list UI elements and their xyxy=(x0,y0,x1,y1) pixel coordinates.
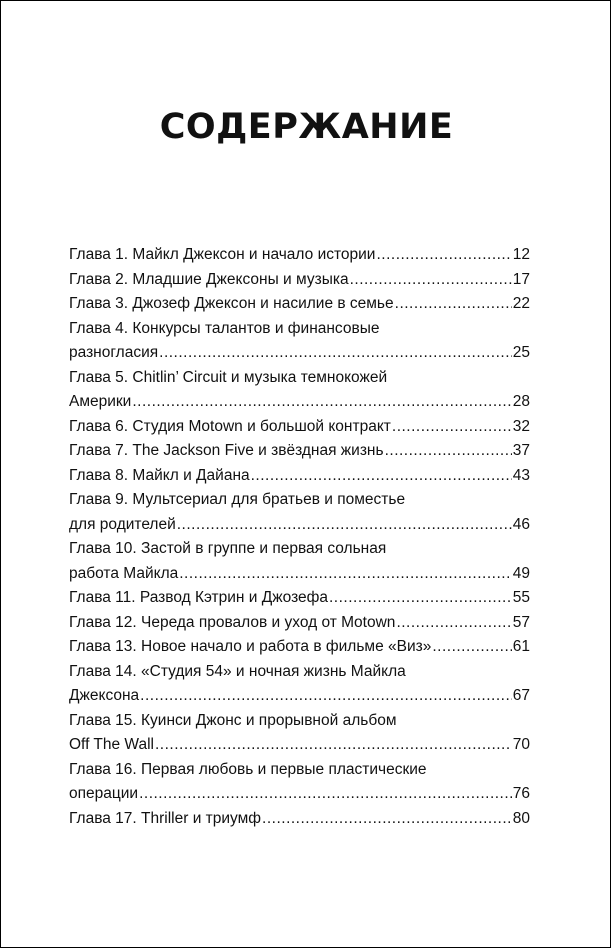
toc-entry-title: Off The Wall xyxy=(69,736,154,753)
toc-entry-chapter-4 xyxy=(69,317,530,366)
toc-entry-chapter-5 xyxy=(69,366,530,415)
toc-entry-chapter-13 xyxy=(69,635,530,660)
toc-entry-line xyxy=(69,513,530,538)
toc-entry-title: Глава 12. Череда провалов и уход от Motown xyxy=(69,613,396,631)
toc-entry-line xyxy=(69,611,530,636)
toc-entry-title: Глава 10. Застой в группе и первая сольная xyxy=(69,540,387,557)
dot-leader xyxy=(329,586,512,611)
toc-entry-title: разногласия xyxy=(69,344,159,361)
toc-entry-title: Глава 1. Майкл Джексон и начало истории xyxy=(69,246,376,263)
toc-entry-title: Глава 15. Куинси Джонс и прорывной альбом xyxy=(69,711,397,729)
page-title: СОДЕРЖАНИЕ xyxy=(159,107,454,147)
toc-entry-title: Глава 9. Мультсериал для братьев и поместье xyxy=(69,491,406,508)
dot-leader xyxy=(432,635,511,660)
toc-entry-line xyxy=(69,807,530,832)
toc-entry-title: Глава 5. Chitlin’ Circuit и музыка темнокожей xyxy=(69,368,388,386)
toc-entry-line xyxy=(69,684,530,709)
dot-leader xyxy=(350,268,512,293)
dot-leader xyxy=(140,684,512,709)
toc-entry-title: Глава 8. Майкл и Дайана xyxy=(69,466,250,484)
toc-entry-chapter-12 xyxy=(69,611,530,636)
toc-entry-page-number: 67 xyxy=(512,687,530,704)
toc-entry-line xyxy=(69,390,530,415)
toc-entry-page-number: 12 xyxy=(512,246,530,263)
dot-leader xyxy=(179,562,512,587)
toc-entry-page-number: 22 xyxy=(512,295,530,312)
toc-entry-page-number: 61 xyxy=(512,638,530,655)
toc-entry-title: Глава 17. Thriller и триумф xyxy=(69,809,262,827)
toc-entry-chapter-1 xyxy=(69,243,530,268)
dot-leader xyxy=(395,292,512,317)
dot-leader xyxy=(396,611,511,636)
toc-entry-line xyxy=(69,488,530,513)
toc-entry-title: Глава 14. «Студия 54» и ночная жизнь Майкла xyxy=(69,662,406,680)
toc-entry-title: Глава 13. Новое начало и работа в фильме «Виз» xyxy=(69,638,432,655)
toc-entry-chapter-2 xyxy=(69,268,530,293)
toc-entry-line xyxy=(69,758,530,783)
toc-entry-title: Глава 6. Студия Motown и большой контракт xyxy=(69,417,391,435)
toc-entry-line xyxy=(69,341,530,366)
toc-entry-chapter-10 xyxy=(69,537,530,586)
toc-entry-line xyxy=(69,464,530,489)
toc-entry-chapter-7 xyxy=(69,439,530,464)
toc-entry-chapter-9 xyxy=(69,488,530,537)
dot-leader xyxy=(132,390,511,415)
toc-entry-page-number: 80 xyxy=(512,809,530,827)
toc-entry-title: для родителей xyxy=(69,515,176,533)
toc-entry-page-number: 37 xyxy=(512,442,530,459)
toc-entry-title: Глава 16. Первая любовь и первые пластические xyxy=(69,760,427,778)
toc-entry-page-number: 32 xyxy=(512,417,530,435)
toc-entry-line xyxy=(69,268,530,293)
toc-entry-page-number: 76 xyxy=(512,785,530,802)
dot-leader xyxy=(155,733,512,758)
dot-leader xyxy=(376,243,511,268)
toc-entry-line xyxy=(69,562,530,587)
toc-entry-chapter-11 xyxy=(69,586,530,611)
dot-leader xyxy=(159,341,512,366)
toc-entry-page-number: 46 xyxy=(512,515,530,533)
toc-entry-line xyxy=(69,733,530,758)
toc-entry-title: Глава 3. Джозеф Джексон и насилие в семье xyxy=(69,295,394,312)
toc-entry-title: Америки xyxy=(69,393,132,410)
dot-leader xyxy=(392,415,512,440)
toc-entry-chapter-14 xyxy=(69,660,530,709)
toc-entry-title: операции xyxy=(69,785,139,802)
dot-leader xyxy=(177,513,512,538)
toc-entry-line xyxy=(69,586,530,611)
toc-entry-line xyxy=(69,366,530,391)
toc-entry-line xyxy=(69,317,530,342)
dot-leader xyxy=(262,807,512,832)
toc-entry-page-number: 17 xyxy=(512,270,530,288)
toc-entry-page-number: 57 xyxy=(512,613,530,631)
toc-entry-page-number: 49 xyxy=(512,564,530,582)
toc-entry-page-number: 25 xyxy=(512,344,530,361)
toc-entry-page-number: 70 xyxy=(512,736,530,753)
toc-entry-title: работа Майкла xyxy=(69,564,179,582)
toc-entry-chapter-17 xyxy=(69,807,530,832)
toc-entry-title: Джексона xyxy=(69,687,140,704)
toc-entry-line xyxy=(69,415,530,440)
dot-leader xyxy=(139,782,512,807)
toc-entry-chapter-3 xyxy=(69,292,530,317)
toc-entry-line xyxy=(69,635,530,660)
toc-entry-line xyxy=(69,537,530,562)
toc-entry-line xyxy=(69,782,530,807)
dot-leader xyxy=(251,464,512,489)
toc-entry-chapter-8 xyxy=(69,464,530,489)
toc-entry-chapter-15 xyxy=(69,709,530,758)
toc-entry-chapter-16 xyxy=(69,758,530,807)
toc-entry-line xyxy=(69,660,530,685)
toc-entry-title: Глава 7. The Jackson Five и звёздная жизнь xyxy=(69,442,384,459)
toc-entry-line xyxy=(69,292,530,317)
toc-entry-title: Глава 4. Конкурсы талантов и финансовые xyxy=(69,319,380,337)
toc-entry-page-number: 28 xyxy=(512,393,530,410)
toc-entry-title: Глава 2. Младшие Джексоны и музыка xyxy=(69,270,349,288)
toc-entry-page-number: 43 xyxy=(512,466,530,484)
toc-entry-line xyxy=(69,439,530,464)
toc-entry-line xyxy=(69,243,530,268)
toc-entry-title: Глава 11. Развод Кэтрин и Джозефа xyxy=(69,589,328,606)
table-of-contents xyxy=(69,243,530,831)
toc-entry-page-number: 55 xyxy=(512,589,530,606)
toc-entry-line xyxy=(69,709,530,734)
toc-entry-chapter-6 xyxy=(69,415,530,440)
dot-leader xyxy=(385,439,512,464)
